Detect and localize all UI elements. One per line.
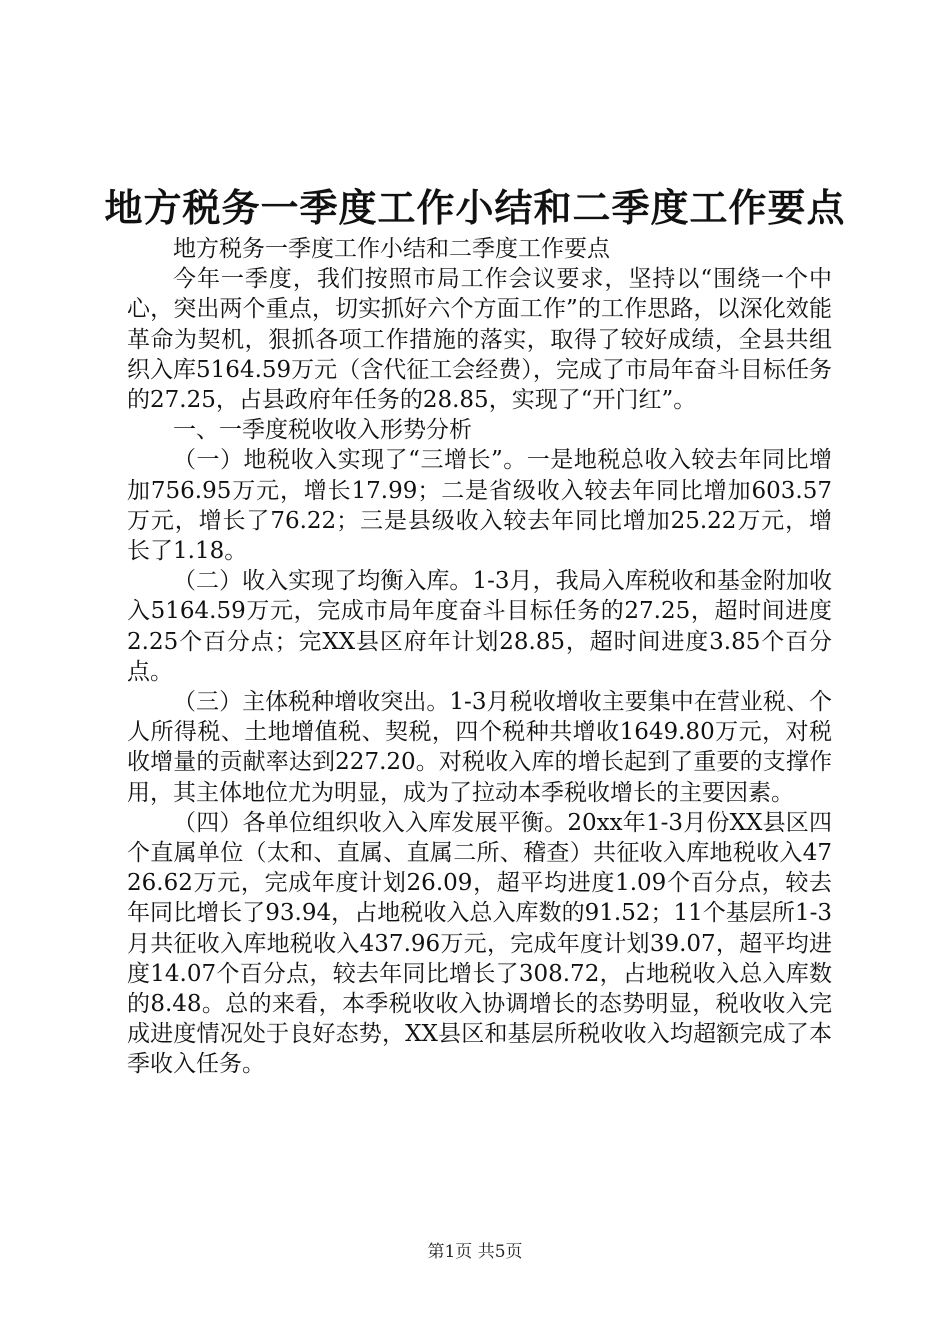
document-subtitle: 地方税务一季度工作小结和二季度工作要点: [173, 236, 610, 262]
paragraph-item-2: （二）收入实现了均衡入库。1-3月，我局入库税收和基金附加收入5164.59万元，完成市局年度奋斗目标任务的27.25，超时间进度2.25个百分点；完XX县区府年计划28.85，超时间进度3.85个百分点。: [127, 568, 832, 685]
intro-paragraph: 今年一季度，我们按照市局工作会议要求，坚持以“围绕一个中心，突出两个重点，切实抓好六个方面工作”的工作思路，以深化效能革命为契机，狠抓各项工作措施的落实，取得了较好成绩，全县共组织入库5164.59万元（含代征工会经费），完成了市局年奋斗目标任务的27.25，占县政府年任务的28.85，实现了“开门红”。: [127, 266, 832, 414]
paragraph-item-1: （一）地税收入实现了“三增长”。一是地税总收入较去年同比增加756.95万元，增长17.99；二是省级收入较去年同比增加603.57万元，增长了76.22；三是县级收入较去年同比增加25.22万元，增长了1.18。: [127, 447, 832, 565]
paragraph-item-3: （三）主体税种增收突出。1-3月税收增收主要集中在营业税、个人所得税、土地增值税、契税，四个税种共增收1649.80万元，对税收增量的贡献率达到227.20。对税收入库的增长起到了重要的支撑作用，其主体地位尤为明显，成为了拉动本季税收增长的主要因素。: [127, 689, 832, 806]
paragraph-item-4: （四）各单位组织收入入库发展平衡。20xx年1-3月份XX县区四个直属单位（太和、直属、直属二所、稽查）共征收入库地税收入4726.62万元，完成年度计划26.09，超平均进度1.09个百分点，较去年同比增长了93.94，占地税收入总入库数的91.52；11个基层所1-3月共征收入库地税收入437.96万元，完成年度计划39.07，超平均进度14.07个百分点，较去年同比增长了308.72，占地税收入总入库数的8.48。总的来看，本季税收收入协调增长的态势明显，税收收入完成进度情况处于良好态势，XX县区和基层所税收收入均超额完成了本季收入任务。: [127, 809, 832, 1078]
document-body: [127, 234, 832, 1080]
page-number-footer: 第1页 共5页: [427, 1242, 523, 1262]
page-title: 地方税务一季度工作小结和二季度工作要点: [104, 186, 846, 230]
section-heading: 一、一季度税收收入形势分析: [173, 417, 472, 444]
